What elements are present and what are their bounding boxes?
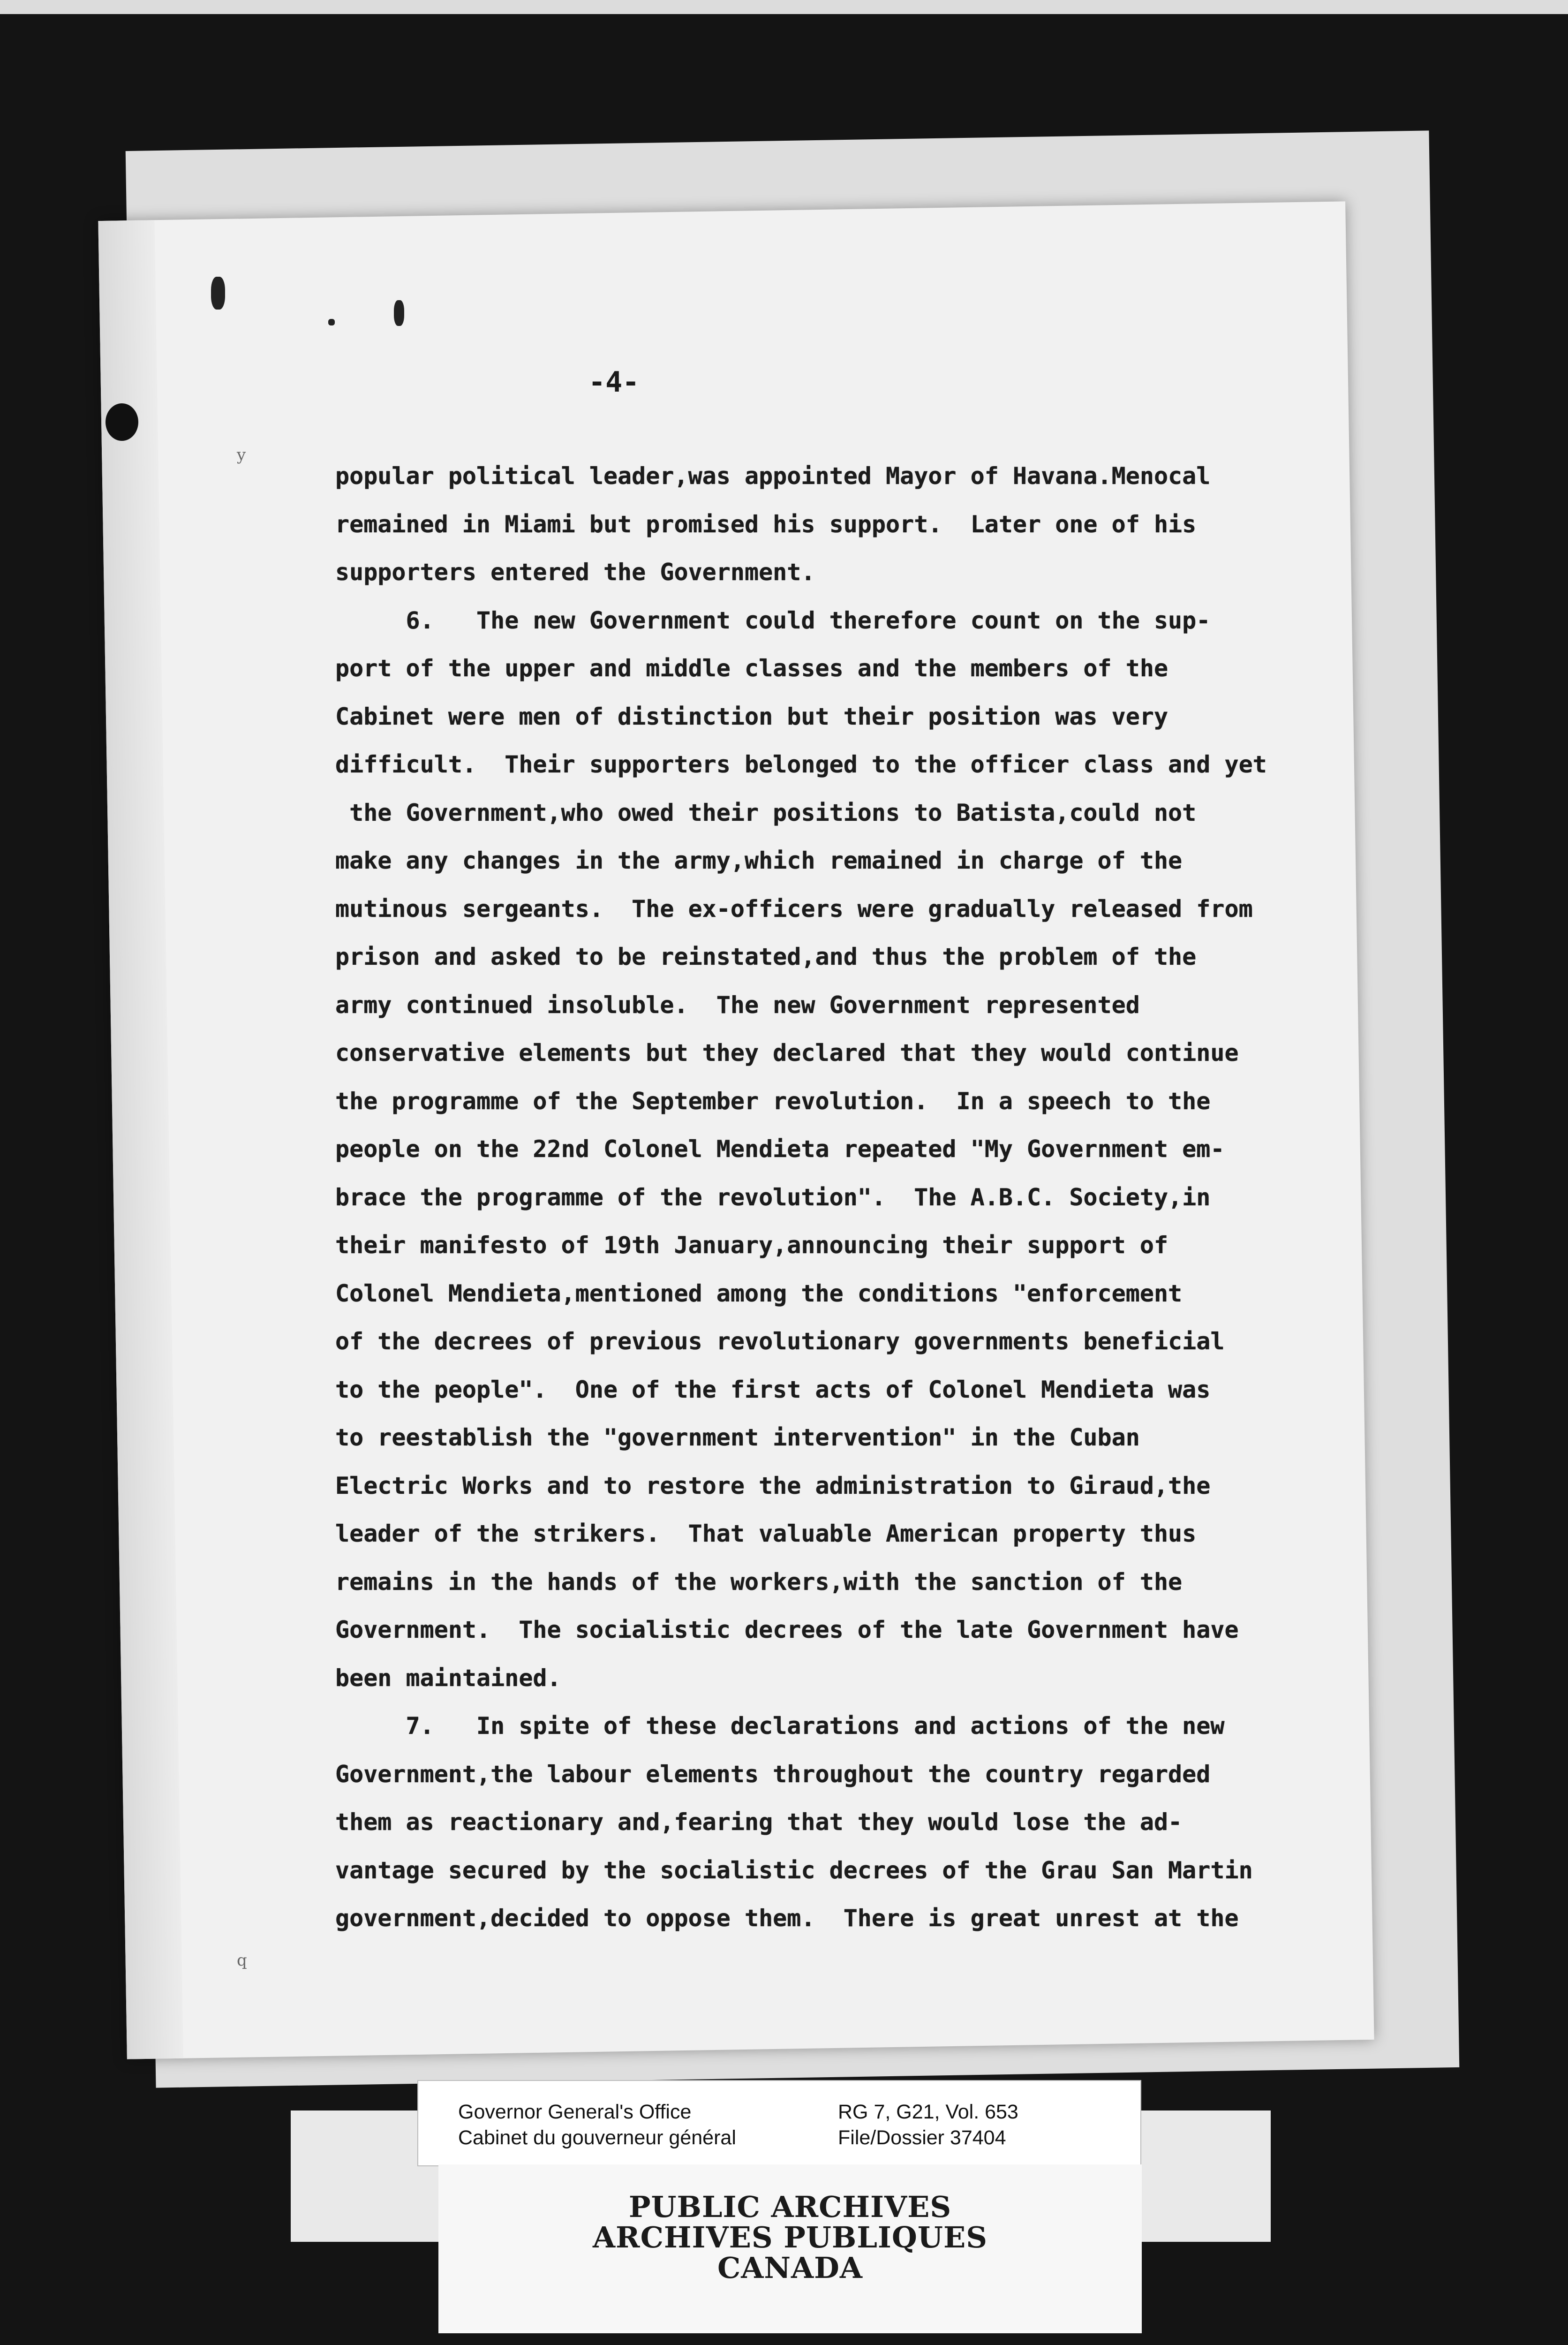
archive-reference: RG 7, G21, Vol. 653: [838, 2101, 1018, 2123]
film-edge: [0, 0, 1568, 14]
text-line: difficult. Their supporters belonged to the officer class and yet: [335, 751, 1267, 778]
stamp-line-1: PUBLIC ARCHIVES: [628, 2190, 952, 2224]
public-archives-stamp: [438, 2164, 1142, 2333]
text-line: army continued insoluble. The new Government represented: [335, 991, 1140, 1019]
text-line: been maintained.: [335, 1664, 561, 1692]
ink-blot: [328, 319, 335, 325]
page-fold: [98, 220, 183, 2059]
text-line: supporters entered the Government.: [335, 559, 815, 586]
text-line: brace the programme of the revolution". The A.B.C. Society,in: [335, 1184, 1211, 1211]
margin-mark-bottom: q: [237, 1951, 247, 1970]
margin-mark-top: y: [237, 446, 246, 464]
text-line: Electric Works and to restore the administration to Giraud,the: [335, 1472, 1211, 1499]
text-line: port of the upper and middle classes and the members of the: [335, 655, 1168, 682]
text-line: make any changes in the army,which remained in charge of the: [335, 847, 1183, 874]
text-line: Government. The socialistic decrees of the late Government have: [335, 1616, 1239, 1643]
text-line: Cabinet were men of distinction but their position was very: [335, 703, 1168, 730]
text-line: government,decided to oppose them. There is great unrest at the: [335, 1905, 1239, 1932]
text-line: their manifesto of 19th January,announcing their support of: [335, 1232, 1168, 1259]
text-line: to reestablish the "government intervention" in the Cuban: [335, 1424, 1140, 1451]
page-number: -4-: [588, 366, 640, 399]
archive-reference-card: [417, 2080, 1141, 2166]
text-line: vantage secured by the socialistic decrees of the Grau San Martin: [335, 1857, 1253, 1884]
ink-blot: [211, 277, 225, 310]
punch-hole: [106, 403, 138, 441]
text-line: prison and asked to be reinstated,and thus the problem of the: [335, 943, 1197, 970]
office-name-en: Governor General's Office: [458, 2101, 692, 2123]
text-line: Government,the labour elements throughout the country regarded: [335, 1761, 1211, 1788]
office-name-fr: Cabinet du gouverneur général: [458, 2126, 736, 2149]
text-line: the programme of the September revolution. In a speech to the: [335, 1088, 1211, 1115]
text-line: remains in the hands of the workers,with the sanction of the: [335, 1568, 1183, 1596]
stamp-line-3: CANADA: [717, 2251, 863, 2285]
text-line: to the people". One of the first acts of Colonel Mendieta was: [335, 1376, 1211, 1403]
text-line: remained in Miami but promised his support. Later one of his: [335, 511, 1197, 538]
text-line: conservative elements but they declared that they would continue: [335, 1039, 1239, 1067]
text-line: people on the 22nd Colonel Mendieta repeated "My Government em-: [335, 1135, 1225, 1163]
text-line: 6. The new Government could therefore count on the sup-: [335, 607, 1211, 634]
text-line: them as reactionary and,fearing that they would lose the ad-: [335, 1808, 1183, 1836]
archive-file-number: File/Dossier 37404: [838, 2126, 1006, 2149]
text-line: mutinous sergeants. The ex-officers were gradually released from: [335, 895, 1253, 923]
text-line: leader of the strikers. That valuable American property thus: [335, 1520, 1197, 1547]
text-line: the Government,who owed their positions to Batista,could not: [335, 799, 1197, 826]
text-line: 7. In spite of these declarations and actions of the new: [335, 1712, 1225, 1740]
stamp-line-2: ARCHIVES PUBLIQUES: [592, 2220, 988, 2254]
text-line: popular political leader,was appointed Mayor of Havana.Menocal: [335, 462, 1211, 490]
text-line: Colonel Mendieta,mentioned among the conditions "enforcement: [335, 1280, 1183, 1307]
ink-blot: [394, 300, 404, 326]
text-line: of the decrees of previous revolutionary governments beneficial: [335, 1328, 1225, 1355]
